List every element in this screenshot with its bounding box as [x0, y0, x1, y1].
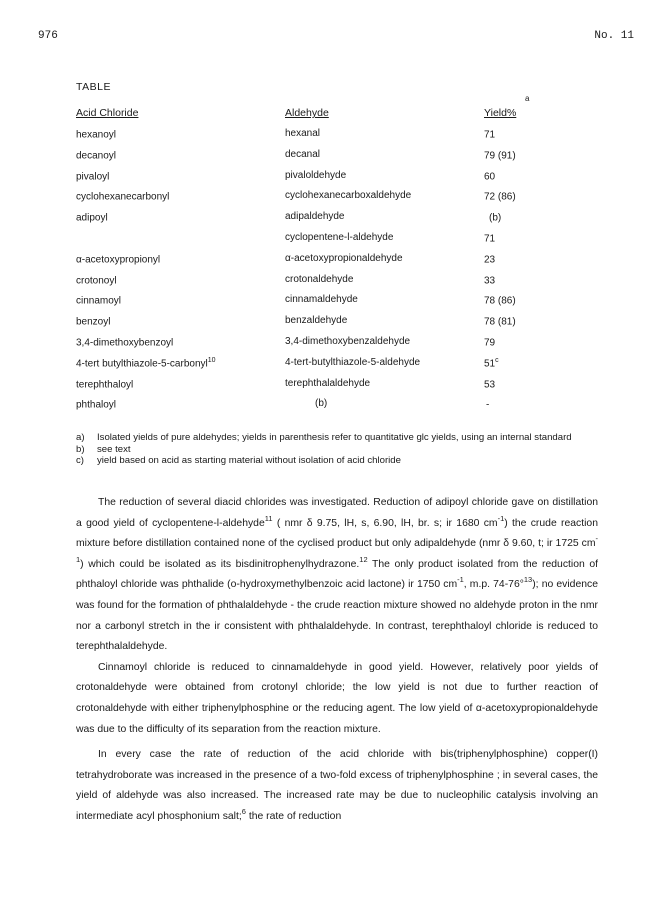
cell-aldehyde: decanal	[285, 148, 321, 160]
table-row	[0, 232, 672, 253]
cell-aldehyde: 4-tert-butylthiazole-5-aldehyde	[285, 356, 421, 368]
cell-yield: 78 (86)	[484, 295, 516, 307]
cell-yield: (b)	[489, 212, 502, 224]
column-header-aldehyde: Aldehyde	[285, 107, 329, 119]
footnote: c) yield based on acid as starting material without isolation of acid chloride	[76, 455, 401, 466]
table-row	[0, 128, 672, 149]
cell-yield: 72 (86)	[484, 191, 516, 203]
table-row	[0, 378, 672, 399]
cell-aldehyde: cyclopentene-l-aldehyde	[285, 231, 394, 243]
cell-yield: 33	[484, 274, 496, 286]
cell-acid-chloride: cinnamoyl	[76, 295, 122, 307]
cell-aldehyde: crotonaldehyde	[285, 273, 354, 285]
cell-aldehyde: benzaldehyde	[285, 315, 348, 327]
cell-acid-chloride: adipoyl	[76, 212, 108, 224]
footnote: b) see text	[76, 443, 131, 455]
paragraph-cinnamoyl: Cinnamoyl chloride is reduced to cinnamaldehyde in good yield. However, relatively poor yields of crotonaldehyde were obtained from crotonyl chloride; the low yield is not due to further reaction of crotonaldehyde with either triphenylphosphine or the reducing agent. The low yield of α-acetoxypropionaldehyde was due to the difficulty of its separation from the reaction mixture.	[76, 661, 598, 735]
cell-yield: 51$^c$	[484, 356, 499, 370]
table-row	[0, 315, 672, 336]
issue-number: No. 11	[594, 30, 634, 42]
cell-acid-chloride: decanoyl	[76, 150, 117, 162]
cell-aldehyde: adipaldehyde	[285, 211, 345, 223]
table-row	[0, 294, 672, 315]
cell-aldehyde: pivaloldehyde	[285, 169, 347, 181]
cell-acid-chloride: cyclohexanecarbonyl	[76, 191, 170, 203]
table-row	[0, 211, 672, 232]
page-number: 976	[38, 30, 58, 42]
column-header-acid-chloride: Acid Chloride	[76, 107, 139, 119]
table-row	[0, 253, 672, 274]
cell-aldehyde: terephthalaldehyde	[285, 377, 371, 389]
cell-yield: 79	[484, 337, 496, 349]
table-row	[0, 190, 672, 211]
paragraph-diacid-reduction: The reduction of several diacid chlorides was investigated. Reduction of adipoyl chloride gave on distillation a good yield of cyclopentene-l-aldehyde$^{11}$ ( nmr δ 9.75, lH, s, 6.90, lH, br. s; ir 1680 cm$^{-1}$) the crude reaction mixture before distillation contained none of the cyclised product but only adipaldehyde (nmr δ 9.60, t; ir 1725 cm$^{-1}$) which could be isolated as its bisdinitrophenylhydrazone.$^{12}$ The only product isolated from the reduction of phthaloyl chloride was phthalide (o-hydroxymethylbenzoic acid lactone) ir 1750 cm$^{-1}$, m.p. 74-76°$^{13}$); no evidence was found for the formation of phthalaldehyde - the crude reaction mixture showed no aldehyde proton in the nmr nor a carbonyl stretch in the ir consistent with phthalaldehyde. In contrast, terephthaloyl chloride is reduced to terephthalaldehyde.	[76, 497, 598, 653]
cell-aldehyde: α-acetoxypropionaldehyde	[285, 252, 403, 264]
table-row	[0, 274, 672, 295]
cell-yield: 23	[484, 254, 496, 266]
cell-acid-chloride: 3,4-dimethoxybenzoyl	[76, 337, 174, 349]
cell-acid-chloride: hexanoyl	[76, 129, 117, 141]
table-row	[0, 398, 672, 419]
footnote: a) Isolated yields of pure aldehydes; yields in parenthesis refer to quantitative glc yields, using an internal standard	[76, 432, 572, 443]
table-footnotes	[76, 432, 616, 467]
paragraph-rate-of-reduction: In every case the rate of reduction of the acid chloride with bis(triphenylphosphine) copper(I) tetrahydroborate was increased in the presence of a two-fold excess of triphenylphosphine ; in several cases, the yield of aldehyde was also increased. The increased rate may be due to nucleophilic catalysis involving an intermediate acyl phosphonium salt;$^6$ the rate of reduction	[76, 749, 598, 822]
cell-acid-chloride: benzoyl	[76, 316, 111, 328]
column-header-yield: Yield%	[484, 107, 517, 119]
yield-footnote-mark: a	[525, 94, 530, 103]
cell-acid-chloride: terephthaloyl	[76, 378, 134, 390]
cell-acid-chloride: crotonoyl	[76, 274, 117, 286]
cell-acid-chloride: α-acetoxypropionyl	[76, 254, 161, 266]
table-title: TABLE	[76, 81, 111, 93]
cell-acid-chloride: phthaloyl	[76, 399, 117, 411]
cell-aldehyde: cinnamaldehyde	[285, 294, 358, 306]
results-table	[0, 128, 672, 419]
cell-yield: 71	[484, 129, 496, 141]
cell-yield: -	[486, 399, 490, 411]
cell-yield: 60	[484, 170, 496, 182]
cell-aldehyde: 3,4-dimethoxybenzaldehyde	[285, 335, 411, 347]
table-row	[0, 357, 672, 378]
table-row	[0, 336, 672, 357]
cell-yield: 53	[484, 378, 496, 390]
cell-aldehyde: cyclohexanecarboxaldehyde	[285, 190, 412, 202]
cell-acid-chloride: 4-tert butylthiazole-5-carbonyl$^{10}$	[76, 356, 216, 370]
cell-aldehyde: hexanal	[285, 128, 321, 139]
cell-yield: 78 (81)	[484, 316, 516, 328]
cell-yield: 79 (91)	[484, 150, 516, 162]
cell-acid-chloride: pivaloyl	[76, 170, 110, 182]
table-row	[0, 149, 672, 170]
cell-yield: 71	[484, 233, 496, 245]
body-text	[76, 493, 598, 828]
cell-aldehyde: (b)	[315, 398, 328, 410]
table-row	[0, 170, 672, 191]
